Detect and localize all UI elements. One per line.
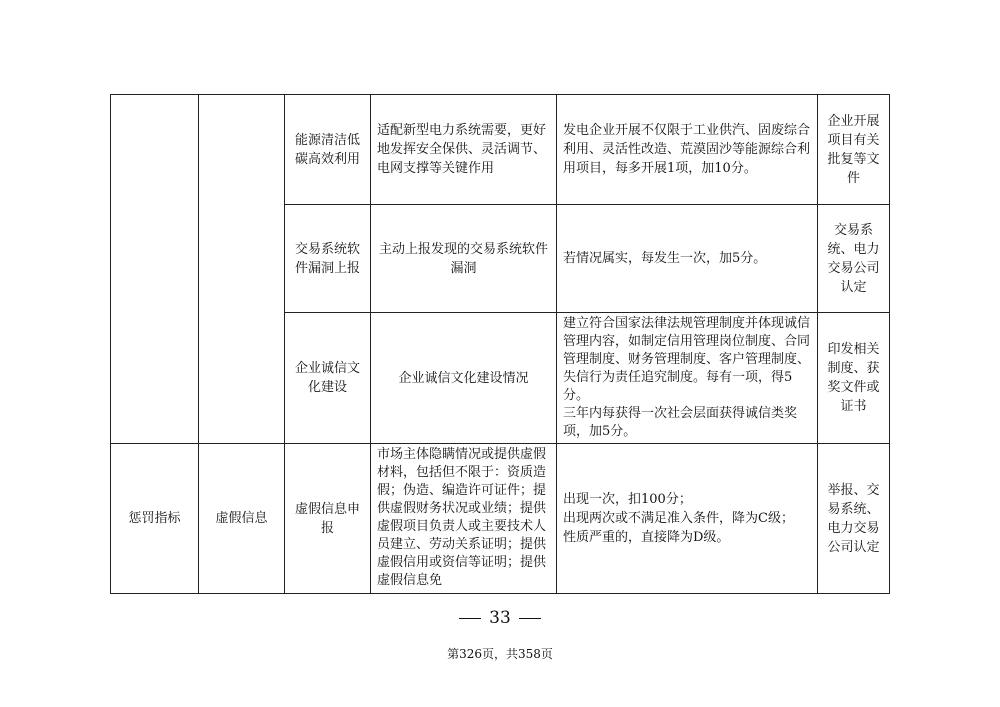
page-number bbox=[0, 608, 1000, 628]
category-cell: 惩罚指标 bbox=[111, 444, 199, 594]
subcategory-cell-empty bbox=[199, 95, 285, 444]
item-cell: 企业诚信文化建设 bbox=[285, 313, 371, 444]
basis-cell: 交易系统、电力交易公司认定 bbox=[818, 205, 890, 313]
basis-cell: 印发相关制度、获奖文件或证书 bbox=[818, 313, 890, 444]
content-cell: 适配新型电力系统需要，更好地发挥安全保供、灵活调节、电网支撑等关键作用 bbox=[371, 95, 557, 205]
dash-right bbox=[519, 618, 541, 619]
item-cell: 虚假信息申报 bbox=[285, 444, 371, 594]
content-cell: 主动上报发现的交易系统软件漏洞 bbox=[371, 205, 557, 313]
item-cell: 能源清洁低碳高效利用 bbox=[285, 95, 371, 205]
page-count: 第326页，共358页 bbox=[447, 647, 553, 661]
page-number-value: 33 bbox=[489, 608, 511, 628]
rule-cell: 发电企业开展不仅限于工业供汽、固废综合利用、灵活性改造、荒漠固沙等能源综合利用项目，每多开展1项，加10分。 bbox=[557, 95, 818, 205]
basis-cell: 举报、交易系统、电力交易公司认定 bbox=[818, 444, 890, 594]
table-row bbox=[111, 444, 890, 594]
content-cell: 市场主体隐瞒情况或提供虚假材料，包括但不限于：资质造假；伪造、编造许可证件；提供虚假财务状况或业绩；提供虚假项目负责人或主要技术人员建立、劳动关系证明；提供虚假信用或资信等证明；提供虚假信息免 bbox=[371, 444, 557, 594]
rule-cell: 出现一次，扣100分； 出现两次或不满足准入条件，降为C级； 性质严重的，直接降为D级。 bbox=[557, 444, 818, 594]
rule-cell: 若情况属实，每发生一次，加5分。 bbox=[557, 205, 818, 313]
dash-left bbox=[459, 618, 481, 619]
content-cell: 企业诚信文化建设情况 bbox=[371, 313, 557, 444]
subcategory-cell: 虚假信息 bbox=[199, 444, 285, 594]
rule-cell: 建立符合国家法律法规管理制度并体现诚信管理内容，如制定信用管理岗位制度、合同管理制度、财务管理制度、客户管理制度、失信行为责任追究制度。每有一项，得5分。 三年内每获得一次社会层面获得诚信类奖项，加5分。 bbox=[557, 313, 818, 444]
category-cell-empty bbox=[111, 95, 199, 444]
basis-cell: 企业开展项目有关批复等文件 bbox=[818, 95, 890, 205]
indicator-table bbox=[110, 94, 890, 594]
table-row bbox=[111, 95, 890, 205]
item-cell: 交易系统软件漏洞上报 bbox=[285, 205, 371, 313]
